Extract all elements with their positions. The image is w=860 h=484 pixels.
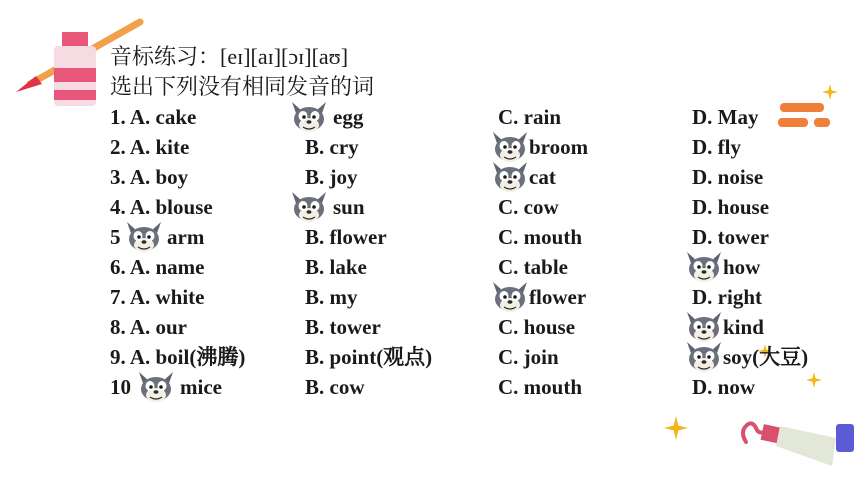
option-b[interactable]: B. cow [305, 375, 365, 399]
option-c[interactable]: flower [529, 285, 587, 309]
tom-cat-face-icon [490, 130, 530, 164]
question-row [0, 343, 860, 373]
question-row [0, 283, 860, 313]
option-d[interactable]: D. May [692, 105, 759, 129]
tom-cat-face-icon [289, 100, 329, 134]
tom-cat-face-icon [124, 220, 164, 254]
option-c[interactable]: C. cow [498, 195, 559, 219]
option-a[interactable]: 4. A. blouse [110, 195, 213, 219]
option-a[interactable]: 8. A. our [110, 315, 188, 339]
option-d[interactable]: kind [723, 315, 764, 339]
tom-cat-face-icon [684, 250, 724, 284]
option-c[interactable]: C. mouth [498, 375, 583, 399]
paint-bottle-icon [50, 30, 100, 110]
question-row [0, 193, 860, 223]
question-number: 10 [110, 375, 131, 399]
option-b[interactable]: B. joy [305, 165, 358, 189]
option-b[interactable]: B. cry [305, 135, 359, 159]
option-a[interactable]: 2. A. kite [110, 135, 190, 159]
option-d[interactable]: D. tower [692, 225, 769, 249]
question-row [0, 103, 860, 133]
title-instruction: 选出下列没有相同发音的词 [110, 74, 375, 99]
option-c[interactable]: broom [529, 135, 589, 159]
tom-cat-face-icon [684, 310, 724, 344]
option-a[interactable]: 7. A. white [110, 285, 205, 309]
option-b[interactable]: B. lake [305, 255, 367, 279]
option-b[interactable]: sun [333, 195, 365, 219]
option-d[interactable]: D. house [692, 195, 770, 219]
option-a[interactable]: mice [180, 375, 222, 399]
tom-cat-face-icon [136, 370, 176, 404]
option-c[interactable]: cat [529, 165, 556, 189]
tom-cat-face-icon [289, 190, 329, 224]
option-d[interactable]: D. noise [692, 165, 764, 189]
question-row [0, 223, 860, 253]
option-c[interactable]: C. rain [498, 105, 561, 129]
question-row [0, 313, 860, 343]
sparkle-star-icon [664, 416, 688, 440]
paint-tube-icon [736, 412, 860, 476]
question-number: 5 [110, 225, 121, 249]
option-c[interactable]: C. mouth [498, 225, 583, 249]
question-row [0, 163, 860, 193]
option-d[interactable]: D. right [692, 285, 762, 309]
option-c[interactable]: C. house [498, 315, 576, 339]
option-d[interactable]: how [723, 255, 761, 279]
sparkle-star-icon [822, 84, 838, 100]
option-b[interactable]: B. tower [305, 315, 381, 339]
title-phonetics: 音标练习：[eɪ][aɪ][ɔɪ][aʊ] [110, 44, 349, 69]
tom-cat-face-icon [684, 340, 724, 374]
question-row [0, 133, 860, 163]
option-c[interactable]: C. table [498, 255, 568, 279]
option-a[interactable]: arm [167, 225, 205, 249]
option-b[interactable]: B. flower [305, 225, 387, 249]
option-b[interactable]: egg [333, 105, 364, 129]
tom-cat-face-icon [490, 280, 530, 314]
option-d[interactable]: D. now [692, 375, 756, 399]
option-b[interactable]: B. point(观点) [305, 345, 433, 369]
option-a[interactable]: 1. A. cake [110, 105, 197, 129]
option-a[interactable]: 3. A. boy [110, 165, 189, 189]
question-row [0, 373, 860, 403]
question-row [0, 253, 860, 283]
option-b[interactable]: B. my [305, 285, 358, 309]
option-a[interactable]: 6. A. name [110, 255, 205, 279]
option-d[interactable]: D. fly [692, 135, 741, 159]
option-d[interactable]: soy(大豆) [723, 345, 809, 369]
option-a[interactable]: 9. A. boil(沸腾) [110, 345, 246, 369]
tom-cat-face-icon [490, 160, 530, 194]
option-c[interactable]: C. join [498, 345, 559, 369]
